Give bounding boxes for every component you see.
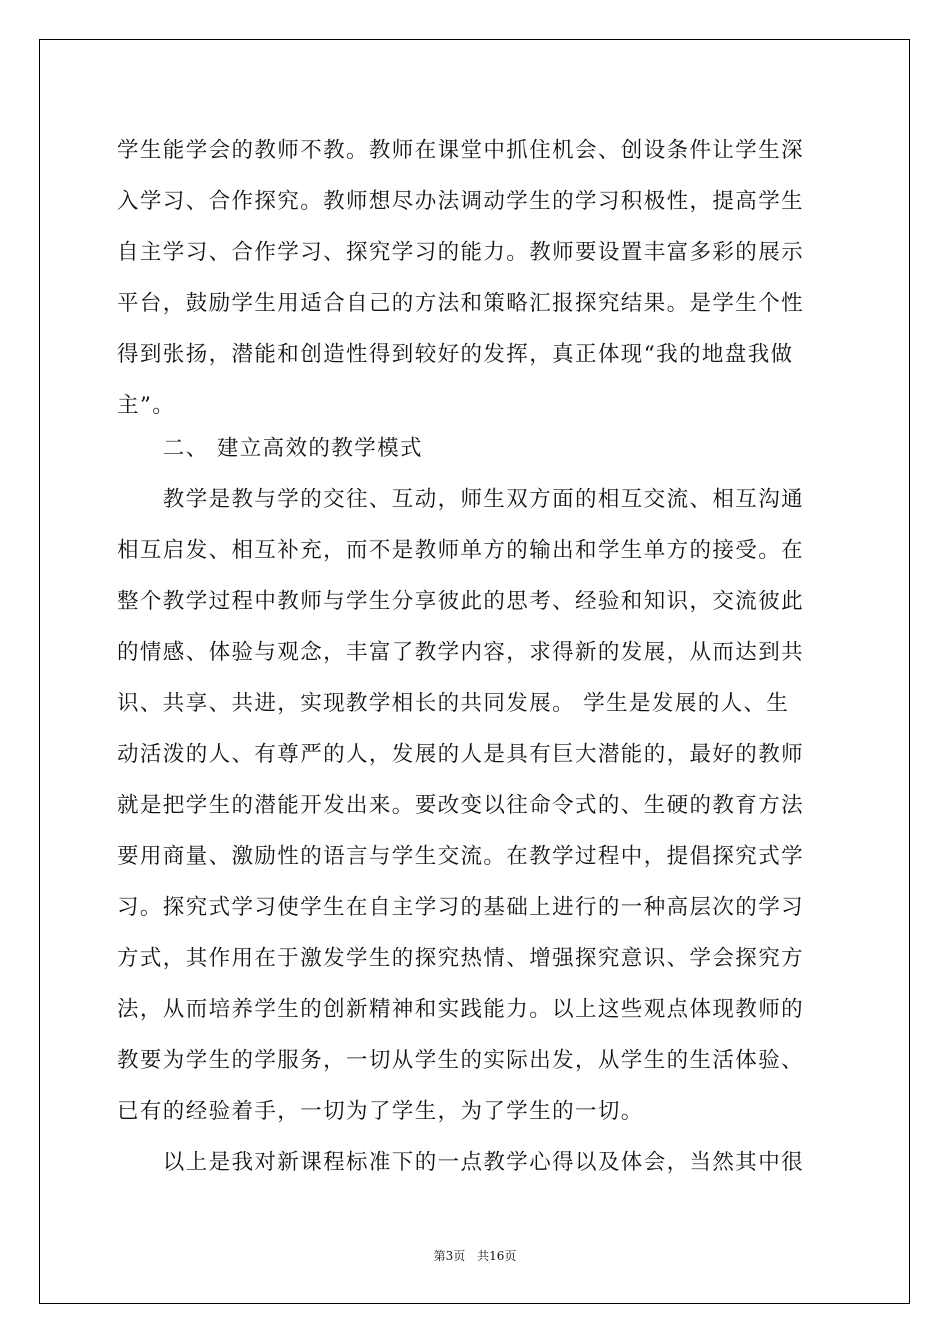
page-number: 第3页 — [433, 1249, 466, 1263]
page-footer — [0, 1248, 950, 1264]
text-line: 教要为学生的学服务，一切从学生的实际出发，从学生的生活体验、 — [117, 1048, 805, 1073]
section-heading: 二、 建立高效的教学模式 — [117, 436, 423, 461]
text-line: 平台，鼓励学生用适合自己的方法和策略汇报探究结果。是学生个性 — [117, 291, 805, 316]
text-line: 得到张扬，潜能和创造性得到较好的发挥，真正体现“我的地盘我做 — [117, 342, 794, 367]
page-total: 共16页 — [477, 1249, 517, 1263]
text-line: 学生能学会的教师不教。教师在课堂中抓住机会、创设条件让学生深 — [117, 138, 805, 163]
text-line: 入学习、合作探究。教师想尽办法调动学生的学习积极性，提高学生 — [117, 189, 805, 214]
text-line: 就是把学生的潜能开发出来。要改变以往命令式的、生硬的教育方法 — [117, 793, 805, 818]
text-line: 要用商量、激励性的语言与学生交流。在教学过程中，提倡探究式学 — [117, 844, 805, 869]
text-line: 动活泼的人、有尊严的人，发展的人是具有巨大潜能的，最好的教师 — [117, 742, 805, 767]
text-line: 相互启发、相互补充，而不是教师单方的输出和学生单方的接受。在 — [117, 538, 805, 563]
text-line: 教学是教与学的交往、互动，师生双方面的相互交流、相互沟通 — [117, 487, 805, 512]
text-line: 以上是我对新课程标准下的一点教学心得以及体会，当然其中很 — [117, 1150, 805, 1175]
text-line: 习。探究式学习使学生在自主学习的基础上进行的一种高层次的学习 — [117, 895, 805, 920]
text-line: 法，从而培养学生的创新精神和实践能力。以上这些观点体现教师的 — [117, 997, 805, 1022]
text-line: 的情感、体验与观念，丰富了教学内容，求得新的发展，从而达到共 — [117, 640, 805, 665]
text-line: 已有的经验着手，一切为了学生，为了学生的一切。 — [117, 1099, 644, 1124]
text-line: 整个教学过程中教师与学生分享彼此的思考、经验和知识，交流彼此 — [117, 589, 805, 614]
text-line: 识、共享、共进，实现教学相长的共同发展。 学生是发展的人、生 — [117, 691, 790, 716]
text-line: 主”。 — [117, 393, 176, 418]
text-line: 方式，其作用在于激发学生的探究热情、增强探究意识、学会探究方 — [117, 946, 805, 971]
text-line: 自主学习、合作学习、探究学习的能力。教师要设置丰富多彩的展示 — [117, 240, 805, 265]
